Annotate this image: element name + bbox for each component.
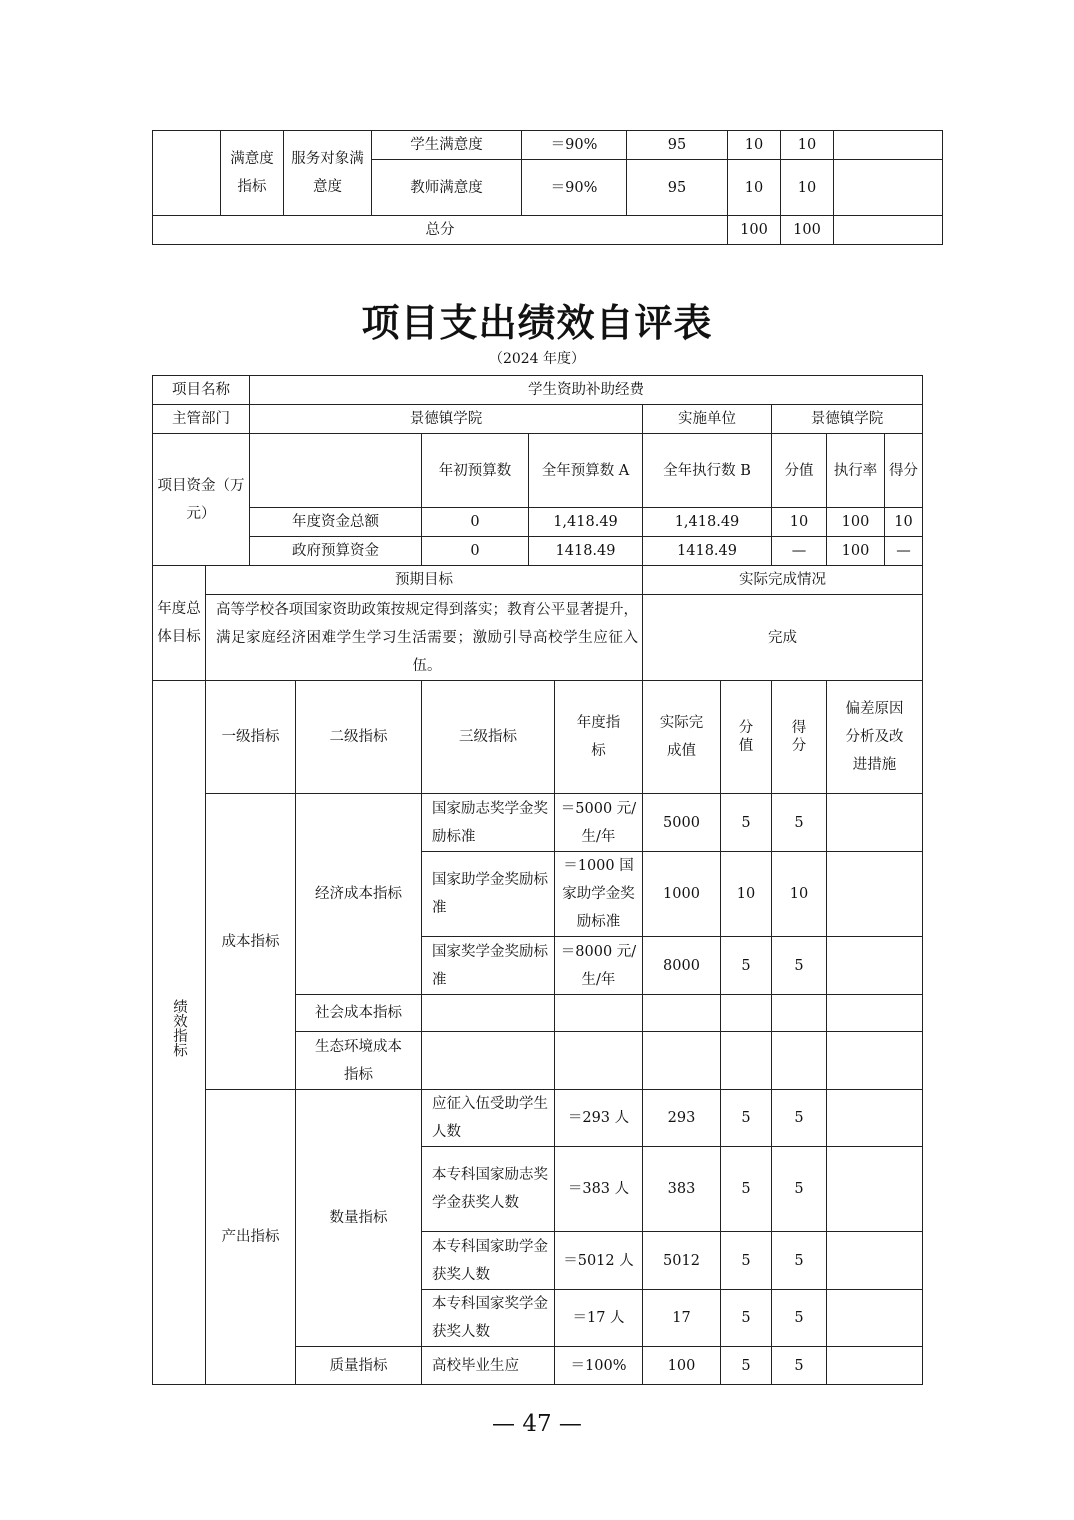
- expected-goal: 高等学校各项国家资助政策按规定得到落实；教育公平显著提升，满足家庭经济困难学生学习生活需要；激励引导高校学生应征入伍。: [206, 595, 643, 681]
- actual-goal: 完成: [643, 595, 923, 681]
- funds-row: 年度资金总额 0 1,418.49 1,418.49 10 100 10: [153, 508, 923, 537]
- indicator-row: 国家助学金奖励标准 ＝1000 国家助学金奖励标准 1000 10 10: [153, 852, 923, 937]
- indicator-row: 本专科国家励志奖学金获奖人数 ＝383 人 383 5 5: [153, 1147, 923, 1232]
- goal-label: 年度总体目标: [153, 566, 206, 681]
- indicator-row: 产出指标 数量指标 应征入伍受助学生人数 ＝293 人 293 5 5: [153, 1090, 923, 1147]
- total-score: 100: [781, 216, 834, 245]
- total-label: 总分: [153, 216, 728, 245]
- indicator-row: 生态环境成本指标: [153, 1032, 923, 1090]
- indicator-row: 成本指标 经济成本指标 国家励志奖学金奖励标准 ＝5000 元/生/年 5000 5 5: [153, 794, 923, 852]
- dept: 景德镇学院: [250, 405, 643, 434]
- funds-row: 政府预算资金 0 1418.49 1418.49 — 100 —: [153, 537, 923, 566]
- project-name: 学生资助补助经费: [250, 376, 923, 405]
- page-number: — 47 —: [492, 1411, 582, 1437]
- indicator-row: 国家奖学金奖励标准 ＝8000 元/生/年 8000 5 5: [153, 937, 923, 995]
- indicator-row: 本专科国家助学金获奖人数 ＝5012 人 5012 5 5: [153, 1232, 923, 1290]
- level1-cell: 满意度指标: [221, 131, 284, 216]
- total-value: 100: [728, 216, 781, 245]
- impl-unit: 景德镇学院: [772, 405, 923, 434]
- indicator-row: 本专科国家奖学金获奖人数 ＝17 人 17 5 5: [153, 1290, 923, 1347]
- year-subtitle: （2024 年度）: [488, 351, 586, 367]
- evaluation-table: 项目名称 学生资助补助经费 主管部门 景德镇学院 实施单位 景德镇学院 项目资金（万元） 年初预算数 全年预算数 A 全年执行数 B 分值 执行率 得分 年度资金总额 0 1,418.49 1,418.49 10 100 10 政府预算资金 0 1418.49 1418.49 — 100 — 年度总体目标 预期目标 实际完成情况 高等学校各项国家资助政策按规定得到落实；教育公平显著提升，满足家庭经济困难学生学习生活需要；激励引导高校学生应征入伍。 完成 绩效指标 一级指标 二级指标 三级指标 年度指标 实际完成值 分值 得分 偏差原因分析及改进措施 成本指标 经济成本指标 国家励志奖学金奖励标准 ＝5000 元/生/年 5000 5 5 国家助学金奖励标准 ＝1000 国家助学金奖励标准 1000 10 10 国家奖学金奖励标准 ＝8000 元/生/年 8000 5 5 社会成本指标 生态环境成本指标 产出指标 数量指标 应征入伍受助学生人数 ＝293 人 293 5 5 本专科国家励志奖学金获奖人数 ＝383 人 383 5 5 本专科国家助学金获奖人数 ＝5012 人 5012 5 5 本专科国家奖学金获奖人数 ＝17 人 17 5 5 质量指标 高校毕业生应 ＝100% 100 5 5: [152, 375, 923, 1385]
- funds-label: 项目资金（万元）: [153, 434, 250, 566]
- page-title: 项目支出绩效自评表: [361, 300, 713, 345]
- indicator-row: 社会成本指标: [153, 995, 923, 1032]
- perf-label: 绩效指标: [171, 998, 187, 1057]
- indicator-row: 质量指标 高校毕业生应 ＝100% 100 5 5: [153, 1347, 923, 1385]
- level2-cell: 服务对象满意度: [284, 131, 372, 216]
- satisfaction-table: 满意度指标 服务对象满意度 学生满意度 ＝90% 95 10 10 教师满意度 ＝90% 95 10 10 总分 100 100: [152, 130, 943, 245]
